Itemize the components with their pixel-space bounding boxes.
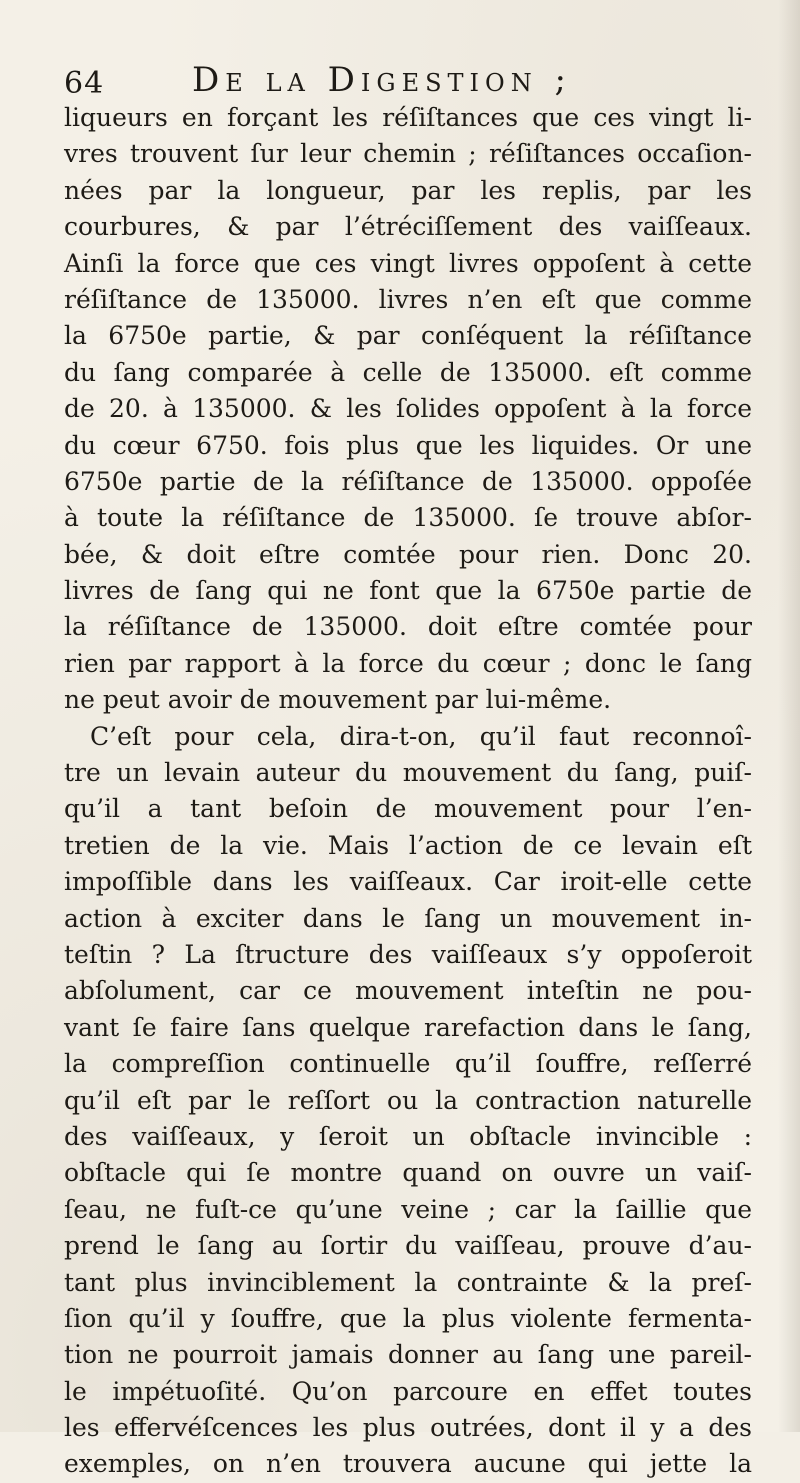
text-line: réſiſtance de 135000. livres n’en eſt que comme [64,284,752,314]
text-line: prend le ſang au ſortir du vaiſſeau, prouve d’au- [64,1231,752,1261]
page-number: 64 [64,66,105,101]
text-line: rien par rapport à la force du cœur ; donc le ſang [64,648,752,678]
text-line: du ſang comparée à celle de 135000. eſt comme [64,357,752,387]
text-line: qu’il a tant beſoin de mouvement pour l’en- [64,794,752,824]
text-line: liqueurs en forçant les réſiſtances que ces vingt li- [64,103,752,132]
body-text [64,100,752,1483]
text-line: tion ne pourroit jamais donner au ſang une pareil- [64,1340,752,1370]
text-line: Ainſi la force que ces vingt livres oppoſent à cette [64,248,752,278]
text-line: tretien de la vie. Mais l’action de ce levain eſt [64,830,752,860]
page-edge-shadow [778,0,800,1432]
text-line: à toute la réſiſtance de 135000. ſe trouve abſor- [64,503,752,533]
text-line: des vaiſſeaux, y ſeroit un obſtacle invincible : [64,1121,752,1151]
text-line: la compreſſion continuelle qu’il ſouffre, reſſerré [64,1049,752,1079]
text-line: nées par la longueur, par les replis, par les [64,175,752,205]
text-line: vant ſe faire ſans quelque rarefaction dans le ſang, [64,1012,752,1042]
text-line: la réſiſtance de 135000. doit eſtre comtée pour [64,612,752,642]
text-line: tant plus invinciblement la contrainte & la preſ- [64,1267,752,1297]
text-line: impoſſible dans les vaiſſeaux. Car iroit-elle cette [64,867,752,897]
text-line: 6750e partie de la réſiſtance de 135000. oppoſée [64,466,752,496]
text-line: vres trouvent ſur leur chemin ; réſiſtances occaſion- [64,139,752,169]
text-line: qu’il eſt par le reſſort ou la contraction naturelle [64,1085,752,1115]
page-header [64,60,744,104]
text-line: exemples, on n’en trouvera aucune qui jette la [64,1449,752,1479]
text-line: les effervéſcences les plus outrées, dont il y a des [64,1413,752,1443]
text-line: teſtin ? La ſtructure des vaiſſeaux s’y oppoſeroit [64,939,752,969]
text-line: livres de ſang qui ne font que la 6750e partie de [64,576,752,606]
text-line: la 6750e partie, & par conſéquent la réſiſtance [64,321,752,351]
text-line: C’eſt pour cela, dira-t-on, qu’il faut reconnoî- [90,721,752,751]
text-line: courbures, & par l’étréciſſement des vaiſſeaux. [64,212,752,242]
text-line: action à exciter dans le ſang un mouvement in- [64,903,752,933]
text-line: bée, & doit eſtre comtée pour rien. Donc 20. [64,539,752,569]
text-line: ne peut avoir de mouvement par lui-même. [64,685,612,715]
text-line: ſion qu’il y ſouffre, que la plus violente fermenta- [64,1303,752,1333]
text-line: tre un levain auteur du mouvement du ſang, puiſ- [64,758,752,788]
text-line: le impétuoſité. Qu’on parcoure en effet toutes [64,1376,752,1406]
text-line: du cœur 6750. fois plus que les liquides. Or une [64,430,752,460]
running-title: De la Digestion ; [192,60,572,100]
text-line: abſolument, car ce mouvement inteſtin ne pou- [64,976,752,1006]
text-line: de 20. à 135000. & les ſolides oppoſent à la force [64,394,752,424]
text-line: ſeau, ne fuſt-ce qu’une veine ; car la ſaillie que [64,1194,752,1224]
text-line: obſtacle qui ſe montre quand on ouvre un vaiſ- [64,1158,752,1188]
